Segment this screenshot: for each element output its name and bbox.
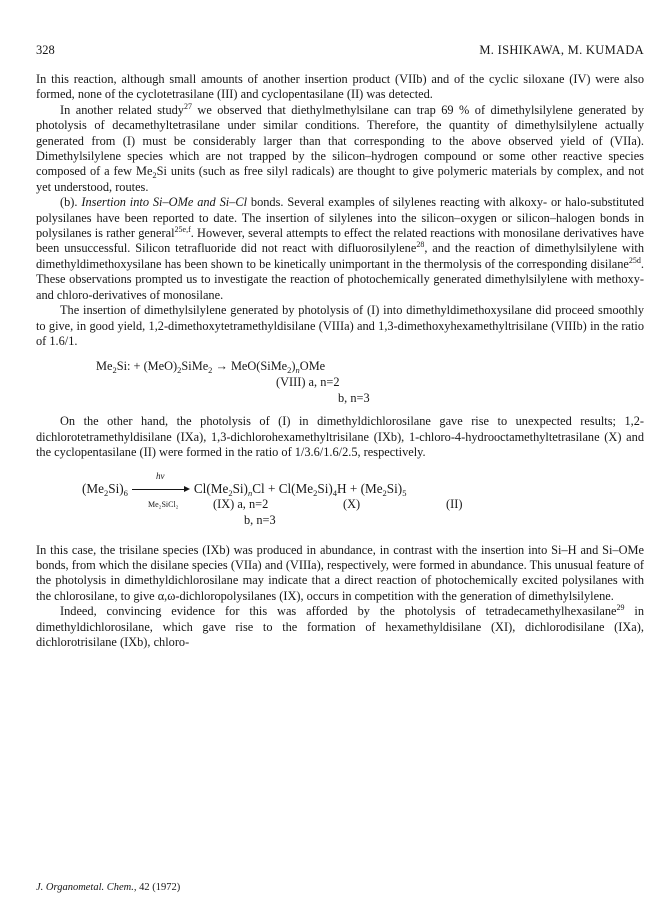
- text-span: In another related study: [60, 102, 184, 117]
- text-span: in dimethyldichlorosilane, which gave rise to the formation of hexamethyldisilane (XI), dichlorodisilane (IXa), dichlorotrisilane (IXb), chloro-: [36, 604, 645, 649]
- eq-text: SiMe: [181, 359, 209, 374]
- citation-ref: 25e,f: [174, 225, 191, 235]
- compound-label: (II): [446, 496, 463, 511]
- equation-2-main: [82, 481, 406, 496]
- subscript: 2: [177, 365, 182, 376]
- subscript: n: [295, 365, 300, 376]
- hv-label: hν: [156, 470, 165, 481]
- subscript: 5: [402, 487, 407, 498]
- running-head: M. ISHIKAWA, M. KUMADA: [479, 43, 644, 57]
- paragraph-5: On the other hand, the photolysis of (I) in dimethyldichlorosilane gave rise to unexpected results; 1,2-dichlorotetramethyldisilane (IXa), 1,3-dichlorohexamethyltrisilane (IXb), 1-chloro-4-hydrooctamethyltetrasilane (X) and the cyclopentasilane (II) were formed in the ratio of 1/3.6/1.6/2.5, respectively.: [36, 414, 644, 460]
- paragraph-2: [36, 103, 644, 195]
- text-span: Si units (such as free silyl radicals) are thought to give polymeric materials by complex, and not yet understood, routes.: [36, 164, 644, 194]
- reaction-arrow-icon: [132, 485, 190, 493]
- subscript: 2: [382, 487, 387, 498]
- eq-text: Me: [96, 359, 113, 374]
- equation-1: [96, 358, 644, 406]
- page-footer: [36, 882, 180, 893]
- paragraph-1: In this reaction, although small amounts of another insertion product (VIIb) and of the cyclic siloxane (IV) were also formed, none of the cyclotetrasilane (III) and cyclopentasilane (II) was detected.: [36, 72, 644, 102]
- journal-volume: 42 (1972): [136, 882, 181, 893]
- eq-text: (Me: [82, 480, 104, 496]
- eq-text: MeO(SiMe: [230, 359, 288, 374]
- paragraph-3: [36, 195, 644, 303]
- eq-text: Si): [232, 480, 248, 496]
- subscript: n: [247, 487, 253, 498]
- citation-ref: 27: [183, 101, 192, 111]
- subscript: 6: [123, 487, 128, 498]
- subscript: 4: [332, 487, 338, 498]
- citation-ref: 28: [416, 240, 425, 250]
- eq-text: Si): [386, 480, 403, 496]
- compound-label: (IX) a, n=2: [213, 496, 269, 511]
- subscript: 2: [208, 365, 213, 376]
- article-body: [36, 72, 644, 650]
- subscript: 2: [313, 487, 318, 498]
- reagent-label: Me₂SiCl₂: [148, 499, 179, 509]
- subscript: 2: [112, 365, 117, 376]
- section-heading: Insertion into Si–OMe and Si–Cl: [77, 195, 248, 210]
- eq-text: H + (Me: [337, 480, 383, 496]
- text-span: , and the reaction of dimethylsilylene with dimethyldimethoxysilane has been shown to be kinetically unimportant in the thermolysis of the corresponding disilane: [36, 241, 644, 271]
- subscript: 2: [152, 170, 157, 181]
- text-span: . These observations prompted us to investigate the reaction of photochemically generated dimethylsilylene with methoxy- and chloro-derivatives of monosilane.: [36, 256, 644, 302]
- citation-ref: 25d: [628, 255, 641, 265]
- eq-text: Si): [108, 480, 124, 496]
- eq-text: Si): [317, 480, 333, 496]
- text-span: bonds. Several examples of silylenes reacting with alkoxy- or halo-substituted polysilanes have been reported to date. The insertion of silylenes into the silicon–oxygen or silicon–halogen bonds in polysilanes is rather general: [36, 195, 644, 241]
- equation-2: [82, 470, 644, 533]
- reaction-arrow: →: [212, 359, 231, 374]
- paragraph-6: In this case, the trisilane species (IXb) was produced in abundance, in contrast with the insertion into Si–H and Si–OMe bonds, from which the disilane species (VIIa) and (VIIIa), respectively, were formed in abundance. This unusual feature of the photolysis in dimethyldichlorosilane may indicate that a direct reaction of photochemically excited polysilanes with the chlorosilane, to give α,ω-dichloropolysilanes (IX), occurs in competition with the generation of dimethylsilylene.: [36, 542, 644, 603]
- equation-1-line-1: [96, 358, 644, 374]
- page-header: [36, 43, 644, 58]
- eq-text: Cl + Cl(Me: [252, 480, 314, 496]
- paragraph-4: The insertion of dimethylsilylene generated by photolysis of (I) into dimethyldimethoxysilane did proceed smoothly to give, in good yield, 1,2-dimethoxytetramethyldisilane (VIIIa) and 1,3-dimethoxyhexamethyltrisilane (VIIIb) in the ratio of 1.6/1.: [36, 303, 644, 348]
- compound-label: b, n=3: [244, 512, 276, 527]
- eq-text: Cl(Me: [193, 480, 229, 496]
- subscript: 2: [103, 487, 109, 498]
- section-label: (b).: [60, 195, 78, 210]
- eq-text: ): [291, 359, 296, 374]
- eq-text: Si: + (MeO): [116, 359, 178, 374]
- citation-ref: 29: [616, 603, 625, 613]
- eq-text: OMe: [299, 359, 326, 374]
- page-number: 328: [36, 43, 55, 57]
- compound-label: (X): [343, 496, 361, 511]
- subscript: 2: [228, 487, 233, 498]
- text-span: we observed that diethylmethylsilane can trap 69 % of dimethylsilylene generated by photolysis of decamethyltetrasilane under similar conditions. Therefore, the quantity of dimethylsilylene actually generated from (I) must be considerably larger than that corresponding to the above observed yield of (VIIa). Dimethylsilylene species which are not trapped by the silicon–hydrogen compound or some other reactive species composed of a few Me: [36, 102, 644, 179]
- text-span: . However, several attempts to effect the related reactions with monosilane derivatives have been unsuccessful. Silicon tetrafluoride did not react with difluorosilylene: [36, 226, 644, 256]
- paragraph-7: [36, 604, 644, 650]
- subscript: 2: [287, 365, 292, 376]
- equation-1-line-3: b, n=3: [338, 391, 370, 406]
- equation-1-line-2: (VIII) a, n=2: [276, 375, 340, 390]
- text-span: Indeed, convincing evidence for this was afforded by the photolysis of tetradecamethylhexasilane: [60, 604, 617, 619]
- journal-name: J. Organometal. Chem.,: [36, 882, 137, 893]
